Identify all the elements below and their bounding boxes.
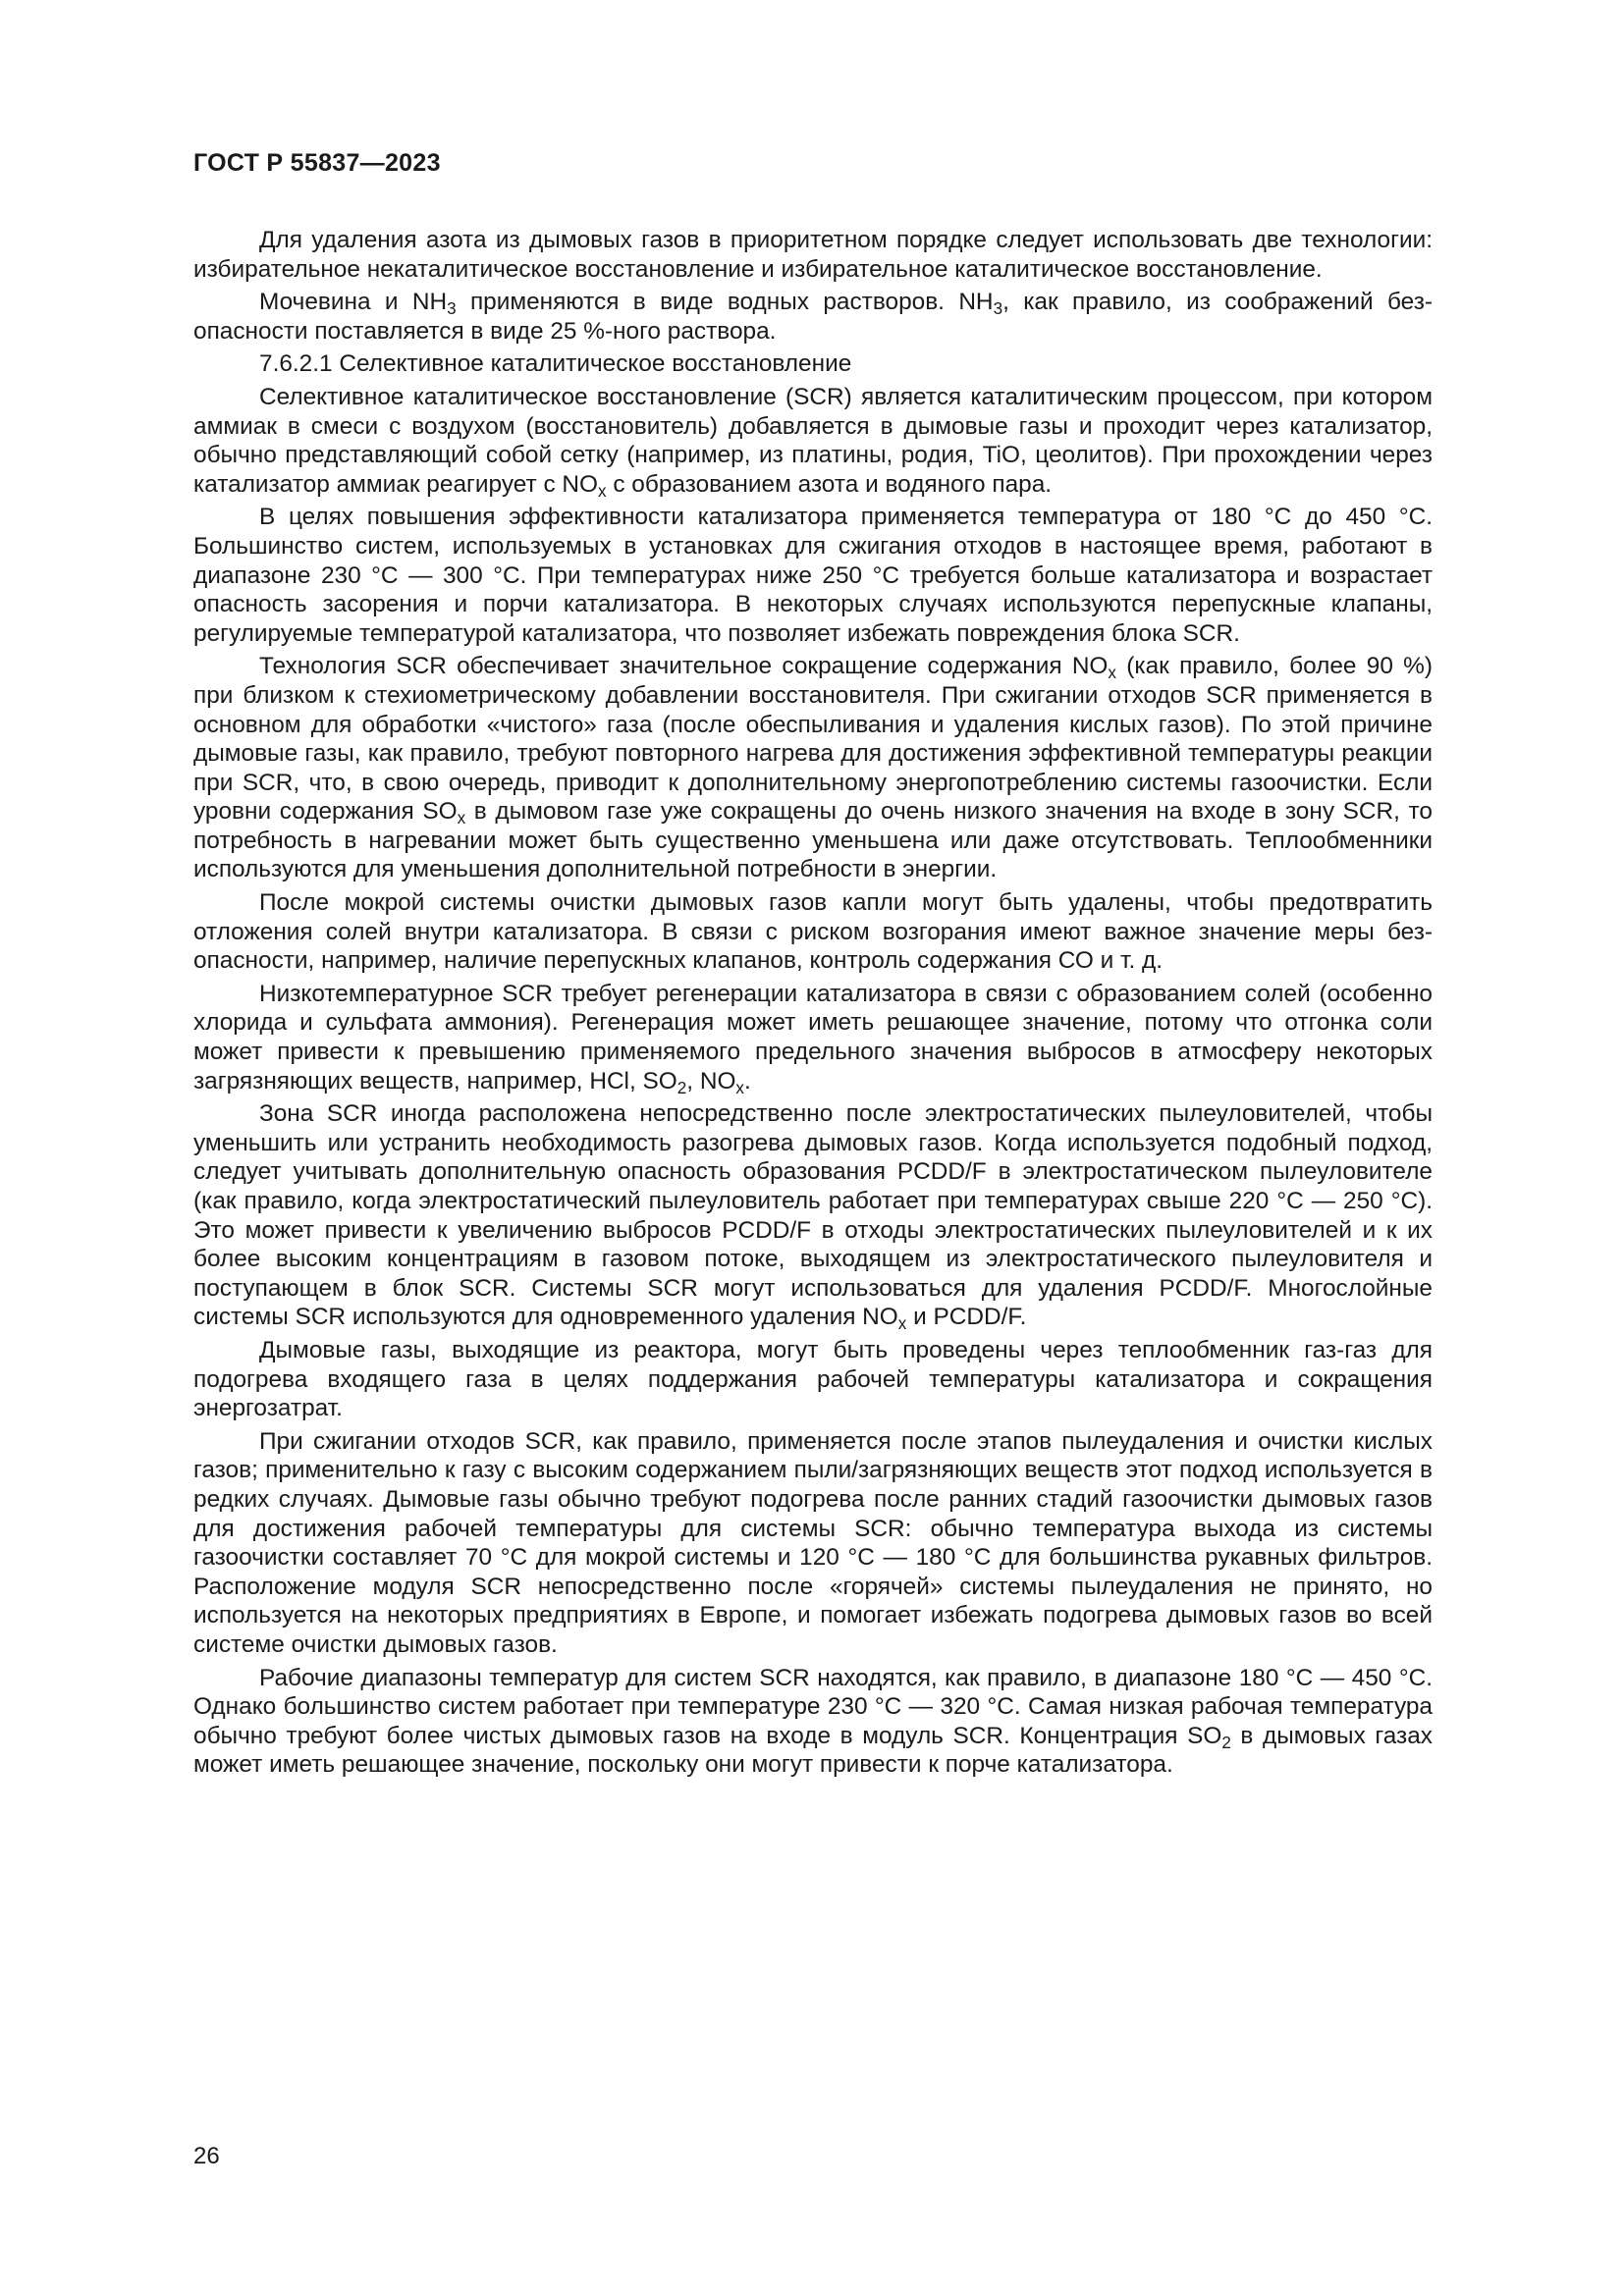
body-paragraph: [193, 652, 1433, 884]
document-code-header: ГОСТ Р 55837—2023: [193, 149, 441, 177]
subscript: x: [897, 1314, 907, 1334]
subscript: x: [735, 1078, 744, 1097]
subscript: 2: [677, 1078, 687, 1097]
paragraph-text: 7.6.2.1 Селективное каталитическое восстановление: [259, 350, 852, 378]
paragraph-text: Мочевина и NH: [259, 289, 448, 316]
page-number: 26: [193, 2143, 220, 2169]
paragraph-text: с образованием азота и водяного пара.: [606, 470, 1053, 498]
paragraph-text: в дымовых газах может иметь решающее значение, поскольку они могут привести к порче катализатора.: [193, 1722, 1433, 1779]
paragraph-text: Низкотемпературное SCR требует регенерации катализатора в связи с образованием солей (особенно хлорида и сульфата аммония). Регенерация может иметь решающее значение, потому что отгонка соли может привести к превышению применяемого предельного значения выбросов в атмосферу некоторых загрязняющих веществ, например, HCl, SO: [193, 980, 1433, 1095]
paragraph-text: При сжигании отходов SCR, как правило, применяется после этапов пылеудаления и очистки кислых газов; применительно к газу с высоким содержанием пыли/загрязняющих веществ этот подход используется в редких случаях. Дымовые газы обычно требуют подогрева после ранних стадий газоочистки дымовых газов для достижения рабочей температуры для системы SCR: обычно температура выхода из системы газоочистки составляет 70 °С для мокрой системы и 120 °С — 180 °С для большинства рукавных фильтров. Расположение модуля SCR непосредственно после «горячей» системы пылеудаления не принято, но используется на некоторых предприятиях в Европе, и помогает избежать подогрева дымовых газов во всей системе очистки дымовых газов.: [193, 1427, 1433, 1658]
body-paragraph: [193, 1099, 1433, 1332]
paragraph-text: , NO: [686, 1067, 736, 1095]
subscript: 3: [447, 298, 457, 318]
body-paragraph: [193, 980, 1433, 1095]
paragraph-text: Дымовые газы, выходящие из реактора, могут быть проведены через теплообменник газ-газ для подогрева входящего газа в целях поддержания рабочей температуры катализатора и сокращения энергозатрат.: [193, 1336, 1433, 1422]
body-paragraph: [193, 1336, 1433, 1423]
body-paragraph: [193, 888, 1433, 976]
subscript: x: [457, 809, 466, 828]
paragraph-text: , как правило, из соображений безопасности поставляется в виде 25 %-ного раствора.: [193, 289, 1434, 345]
subscript: 2: [1221, 1733, 1231, 1752]
paragraph-text: В целях повышения эффективности катализатора применяется температура от 180 °С до 450 °С. Большинство систем, используемых в установках для сжигания отходов в настоящее время, работают в диапазоне 230 °С — 300 °С. При температурах ниже 250 °С требуется больше катализатора и возрастает опасность засорения и порчи катализатора. В некоторых случаях используются перепускные клапаны, регулируемые температурой катализатора, что позволяет избежать повреждения блока SCR.: [193, 504, 1433, 647]
body-paragraph: [193, 503, 1433, 648]
document-body: [193, 226, 1433, 1784]
subscript: x: [1108, 664, 1116, 683]
paragraph-text: Технология SCR обеспечивает значительное сокращение содержания NO: [259, 653, 1109, 680]
subscript: 3: [993, 298, 1003, 318]
paragraph-text: (как правило, более 90 %) при близком к стехиометрическому добавлении восстановителя. При сжигании отходов SCR применяется в основном для обработки «чистого» газа (после обеспыливания и удаления кислых газов). По этой причине дымовые газы, как правило, требуют повторного нагрева для достижения эффективной температуры реакции при SCR, что, в свою очередь, приводит к дополнительному энергопотреблению системы газоочистки. Если уровни содержания SO: [193, 653, 1433, 826]
paragraph-text: Рабочие диапазоны температур для систем SCR находятся, как правило, в диапазоне 180 °С — 450 °С. Однако большинство систем работает при температуре 230 °С — 320 °С. Самая низкая рабочая температура обычно требуют более чистых дымовых газов на входе в модуль SCR. Концентрация SO: [193, 1664, 1433, 1749]
body-paragraph: [193, 1427, 1433, 1660]
body-paragraph: [193, 288, 1433, 346]
paragraph-text: Для удаления азота из дымовых газов в приоритетном порядке следует использовать две технологии: избирательное некаталитическое восстановление и избирательное каталитическое восстановление.: [193, 227, 1433, 283]
paragraph-text: Зона SCR иногда расположена непосредственно после электростатических пылеуловителей, чтобы уменьшить или устранить необходимость разогрева дымовых газов. Когда используется подобный подход, следует учитывать дополнительную опасность образования PCDD/F в электростатическом пылеуловителе (как правило, когда электростатический пылеуловитель работает при температурах свыше 220 °С — 250 °С). Это может привести к увеличению выбросов PCDD/F в отходы электростатических пылеуловителей и к их более высоким концентрациям в газовом потоке, выходящем из электростатического пылеуловителя и поступающем в блок SCR. Системы SCR могут использоваться для удаления PCDD/F. Многослойные системы SCR используются для одновременного удаления NO: [193, 1100, 1433, 1331]
paragraph-text: .: [743, 1067, 751, 1095]
body-paragraph: [193, 383, 1433, 499]
body-paragraph: [193, 1664, 1433, 1780]
section-heading: [193, 349, 1433, 379]
paragraph-text: После мокрой системы очистки дымовых газов капли могут быть удалены, чтобы предотвратить отложения солей внутри катализатора. В связи с риском возгорания имеют важное значение меры безопасности, например, наличие перепускных клапанов, контроль содержания СО и т. д.: [193, 889, 1433, 975]
paragraph-text: и PCDD/F.: [906, 1304, 1027, 1331]
paragraph-text: в дымовом газе уже сокращены до очень низкого значения на входе в зону SCR, то потребность в нагревании может быть существенно уменьшена или даже отсутствовать. Теплообменники используются для уменьшения дополнительной потребности в энергии.: [193, 798, 1433, 883]
paragraph-text: применяются в виде водных растворов. NH: [456, 289, 994, 316]
subscript: x: [598, 481, 607, 501]
body-paragraph: [193, 226, 1433, 284]
paragraph-text: Селективное каталитическое восстановление (SCR) является каталитическим процессом, при котором аммиак в смеси с воздухом (восстановитель) добавляется в дымовые газы и проходит через катализатор, обычно представляющий собой сетку (например, из платины, родия, TiO, цеолитов). При прохождении через катализатор аммиак реагирует с NO: [193, 383, 1433, 498]
